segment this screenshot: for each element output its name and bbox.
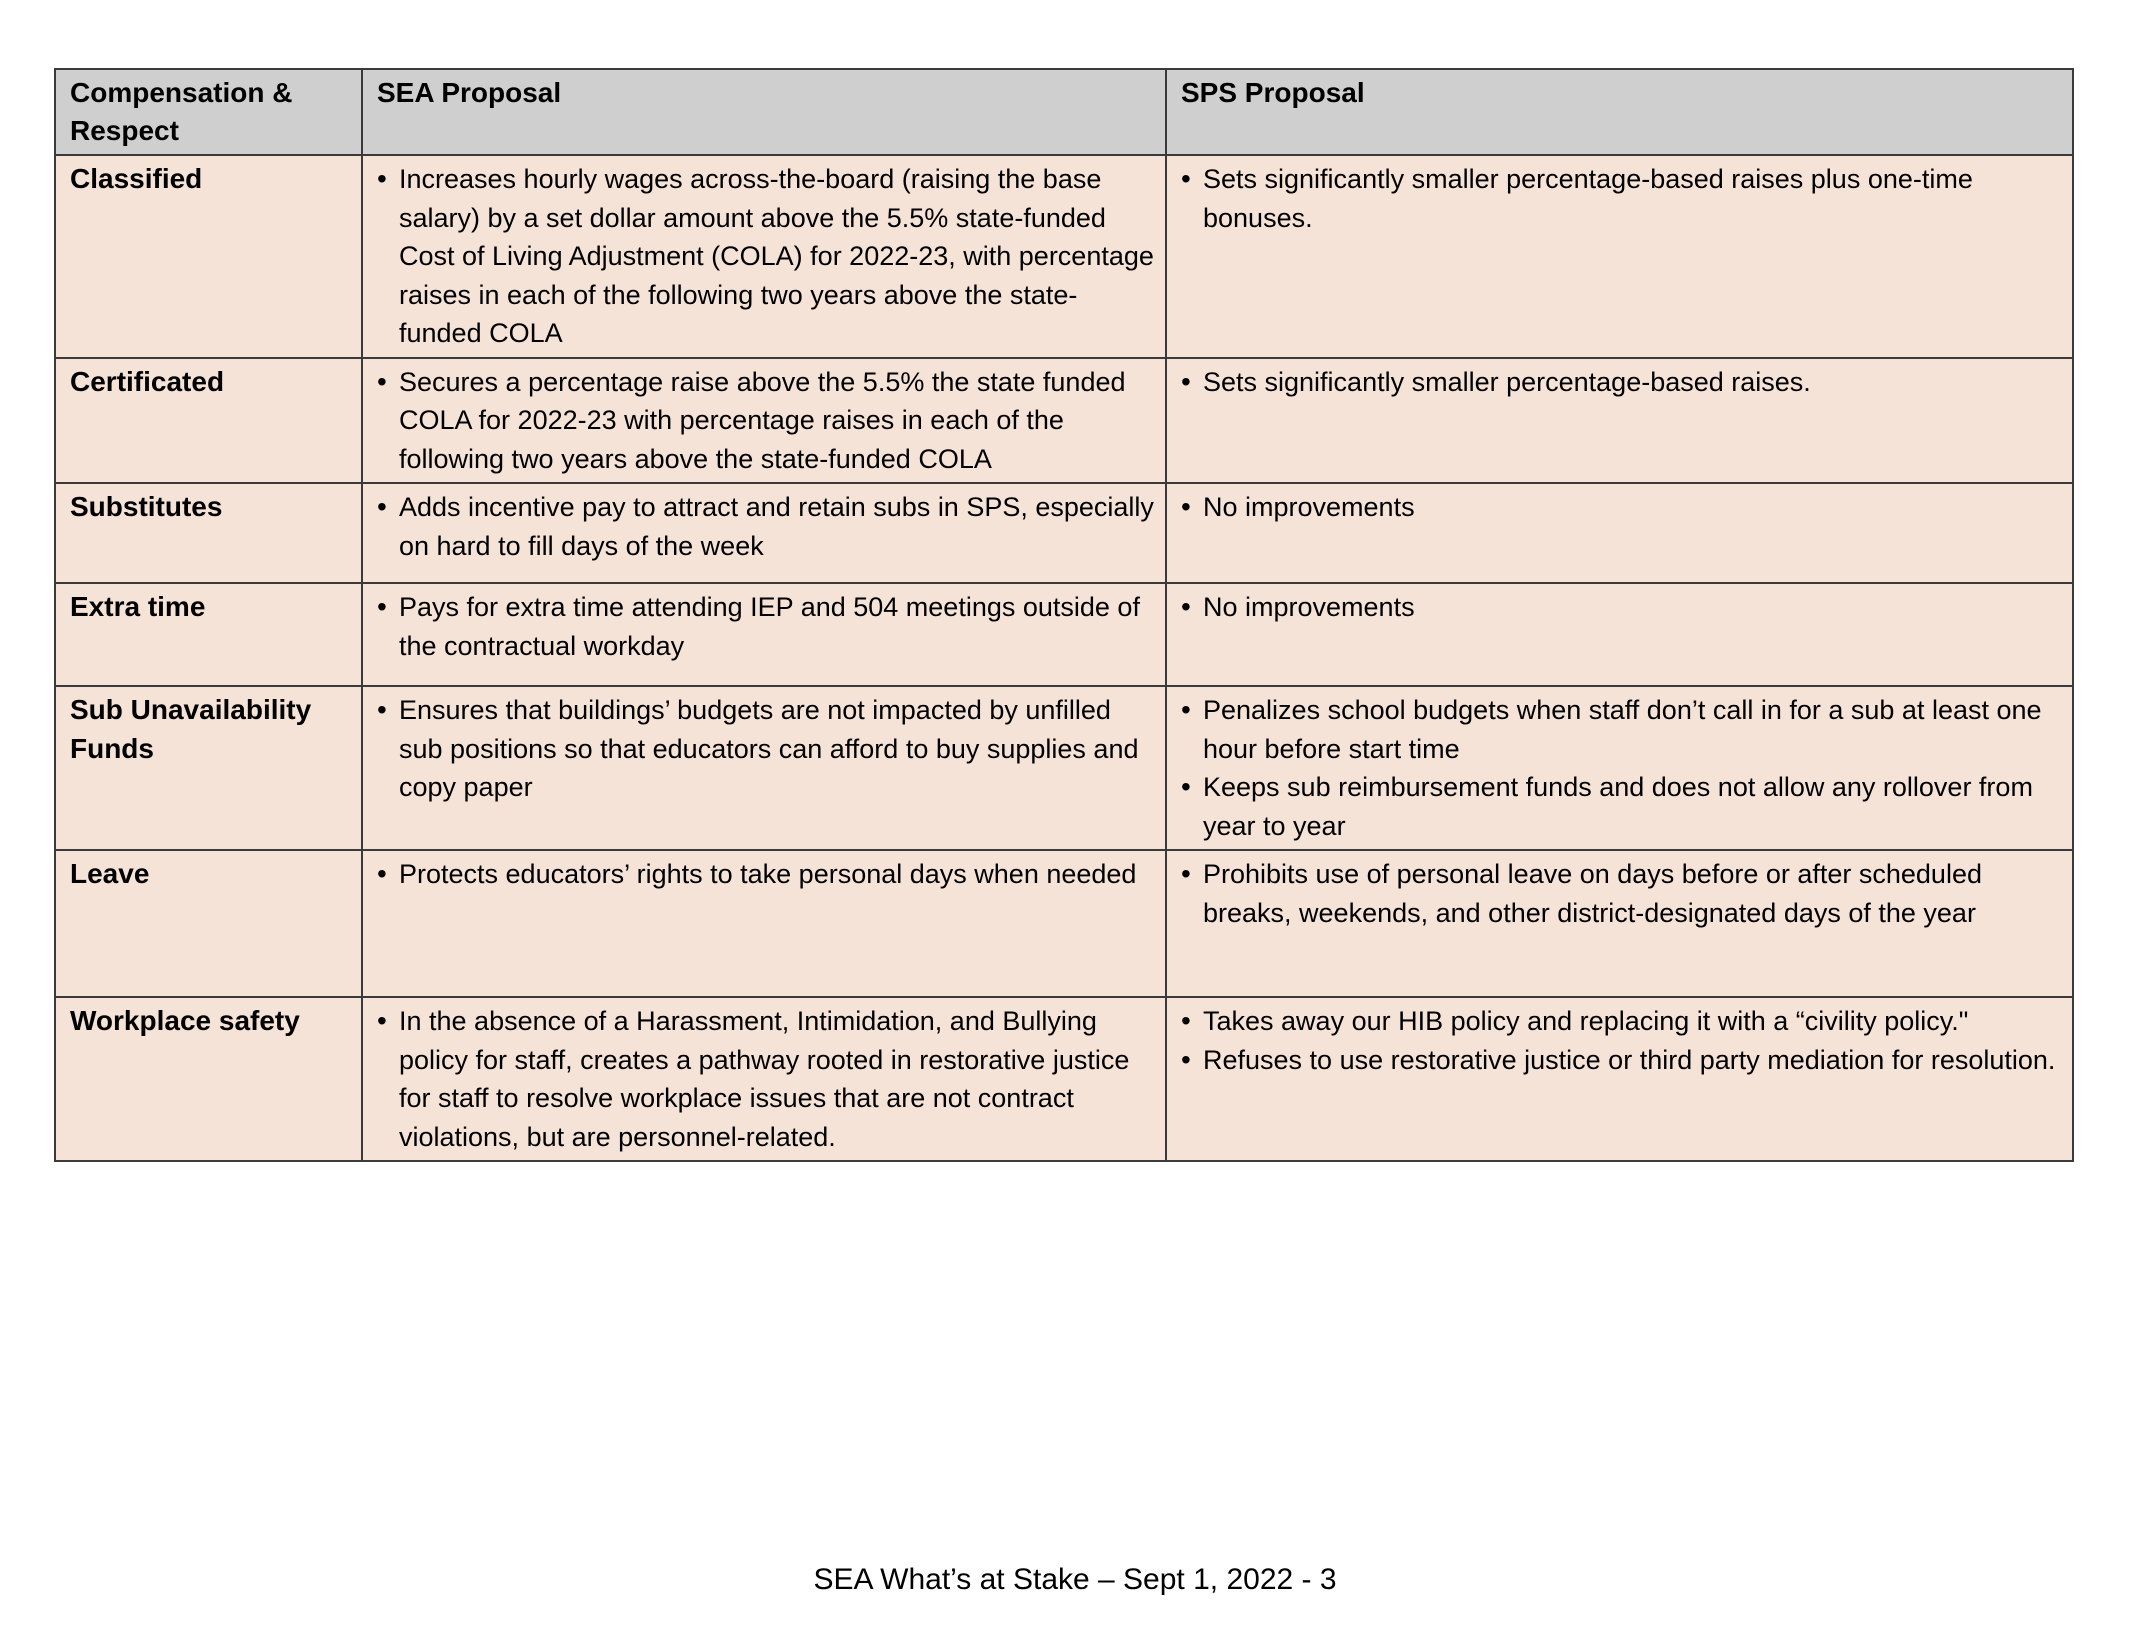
sea-cell (362, 358, 1166, 484)
sea-cell (362, 686, 1166, 850)
bullet-item: • No improvements (1181, 488, 2062, 527)
bullet-item: • Ensures that buildings’ budgets are not impacted by unfilled sub positions so that educators can afford to buy supplies and copy paper (377, 691, 1155, 807)
bullet-item: • Sets significantly smaller percentage-based raises plus one-time bonuses. (1181, 160, 2062, 237)
bullet-item: • No improvements (1181, 588, 2062, 627)
table-row (55, 483, 2073, 583)
row-category: Classified (55, 155, 362, 358)
bullet-item: • In the absence of a Harassment, Intimidation, and Bullying policy for staff, creates a pathway rooted in restorative justice for staff to resolve workplace issues that are not contract violations, but are personnel-related. (377, 1002, 1155, 1156)
bullet-item: • Adds incentive pay to attract and retain subs in SPS, especially on hard to fill days of the week (377, 488, 1155, 565)
sps-cell (1166, 850, 2073, 997)
proposal-comparison-table (54, 68, 2074, 1162)
bullet-item: • Takes away our HIB policy and replacing it with a “civility policy." (1181, 1002, 2062, 1041)
header-sea-proposal: SEA Proposal (362, 69, 1166, 155)
sea-cell (362, 997, 1166, 1161)
sea-cell (362, 483, 1166, 583)
table-row (55, 155, 2073, 358)
row-category: Extra time (55, 583, 362, 686)
bullet-item: • Protects educators’ rights to take personal days when needed (377, 855, 1155, 894)
row-category: Substitutes (55, 483, 362, 583)
bullet-item: • Keeps sub reimbursement funds and does not allow any rollover from year to year (1181, 768, 2062, 845)
sps-cell (1166, 686, 2073, 850)
bullet-item: • Increases hourly wages across-the-board (raising the base salary) by a set dollar amount above the 5.5% state-funded Cost of Living Adjustment (COLA) for 2022-23, with percentage raises in each of the following two years above the state-funded COLA (377, 160, 1155, 353)
sps-cell (1166, 997, 2073, 1161)
header-sps-proposal: SPS Proposal (1166, 69, 2073, 155)
table-row (55, 358, 2073, 484)
sea-cell (362, 155, 1166, 358)
sps-cell (1166, 483, 2073, 583)
bullet-item: • Sets significantly smaller percentage-based raises. (1181, 363, 2062, 402)
table-header-row (55, 69, 2073, 155)
table-row (55, 583, 2073, 686)
table-row (55, 997, 2073, 1161)
row-category: Sub Unavailability Funds (55, 686, 362, 850)
bullet-item: • Refuses to use restorative justice or third party mediation for resolution. (1181, 1041, 2062, 1080)
bullet-item: • Pays for extra time attending IEP and 504 meetings outside of the contractual workday (377, 588, 1155, 665)
sea-cell (362, 583, 1166, 686)
bullet-item: • Penalizes school budgets when staff don’t call in for a sub at least one hour before start time (1181, 691, 2062, 768)
table-row (55, 850, 2073, 997)
bullet-item: • Secures a percentage raise above the 5.5% the state funded COLA for 2022-23 with percentage raises in each of the following two years above the state-funded COLA (377, 363, 1155, 479)
sps-cell (1166, 155, 2073, 358)
sps-cell (1166, 358, 2073, 484)
row-category: Certificated (55, 358, 362, 484)
row-category: Leave (55, 850, 362, 997)
row-category: Workplace safety (55, 997, 362, 1161)
table-row (55, 686, 2073, 850)
sea-cell (362, 850, 1166, 997)
bullet-item: • Prohibits use of personal leave on days before or after scheduled breaks, weekends, and other district-designated days of the year (1181, 855, 2062, 932)
page-footer: SEA What’s at Stake – Sept 1, 2022 - 3 (813, 1563, 1337, 1596)
sps-cell (1166, 583, 2073, 686)
header-category: Compensation & Respect (55, 69, 362, 155)
